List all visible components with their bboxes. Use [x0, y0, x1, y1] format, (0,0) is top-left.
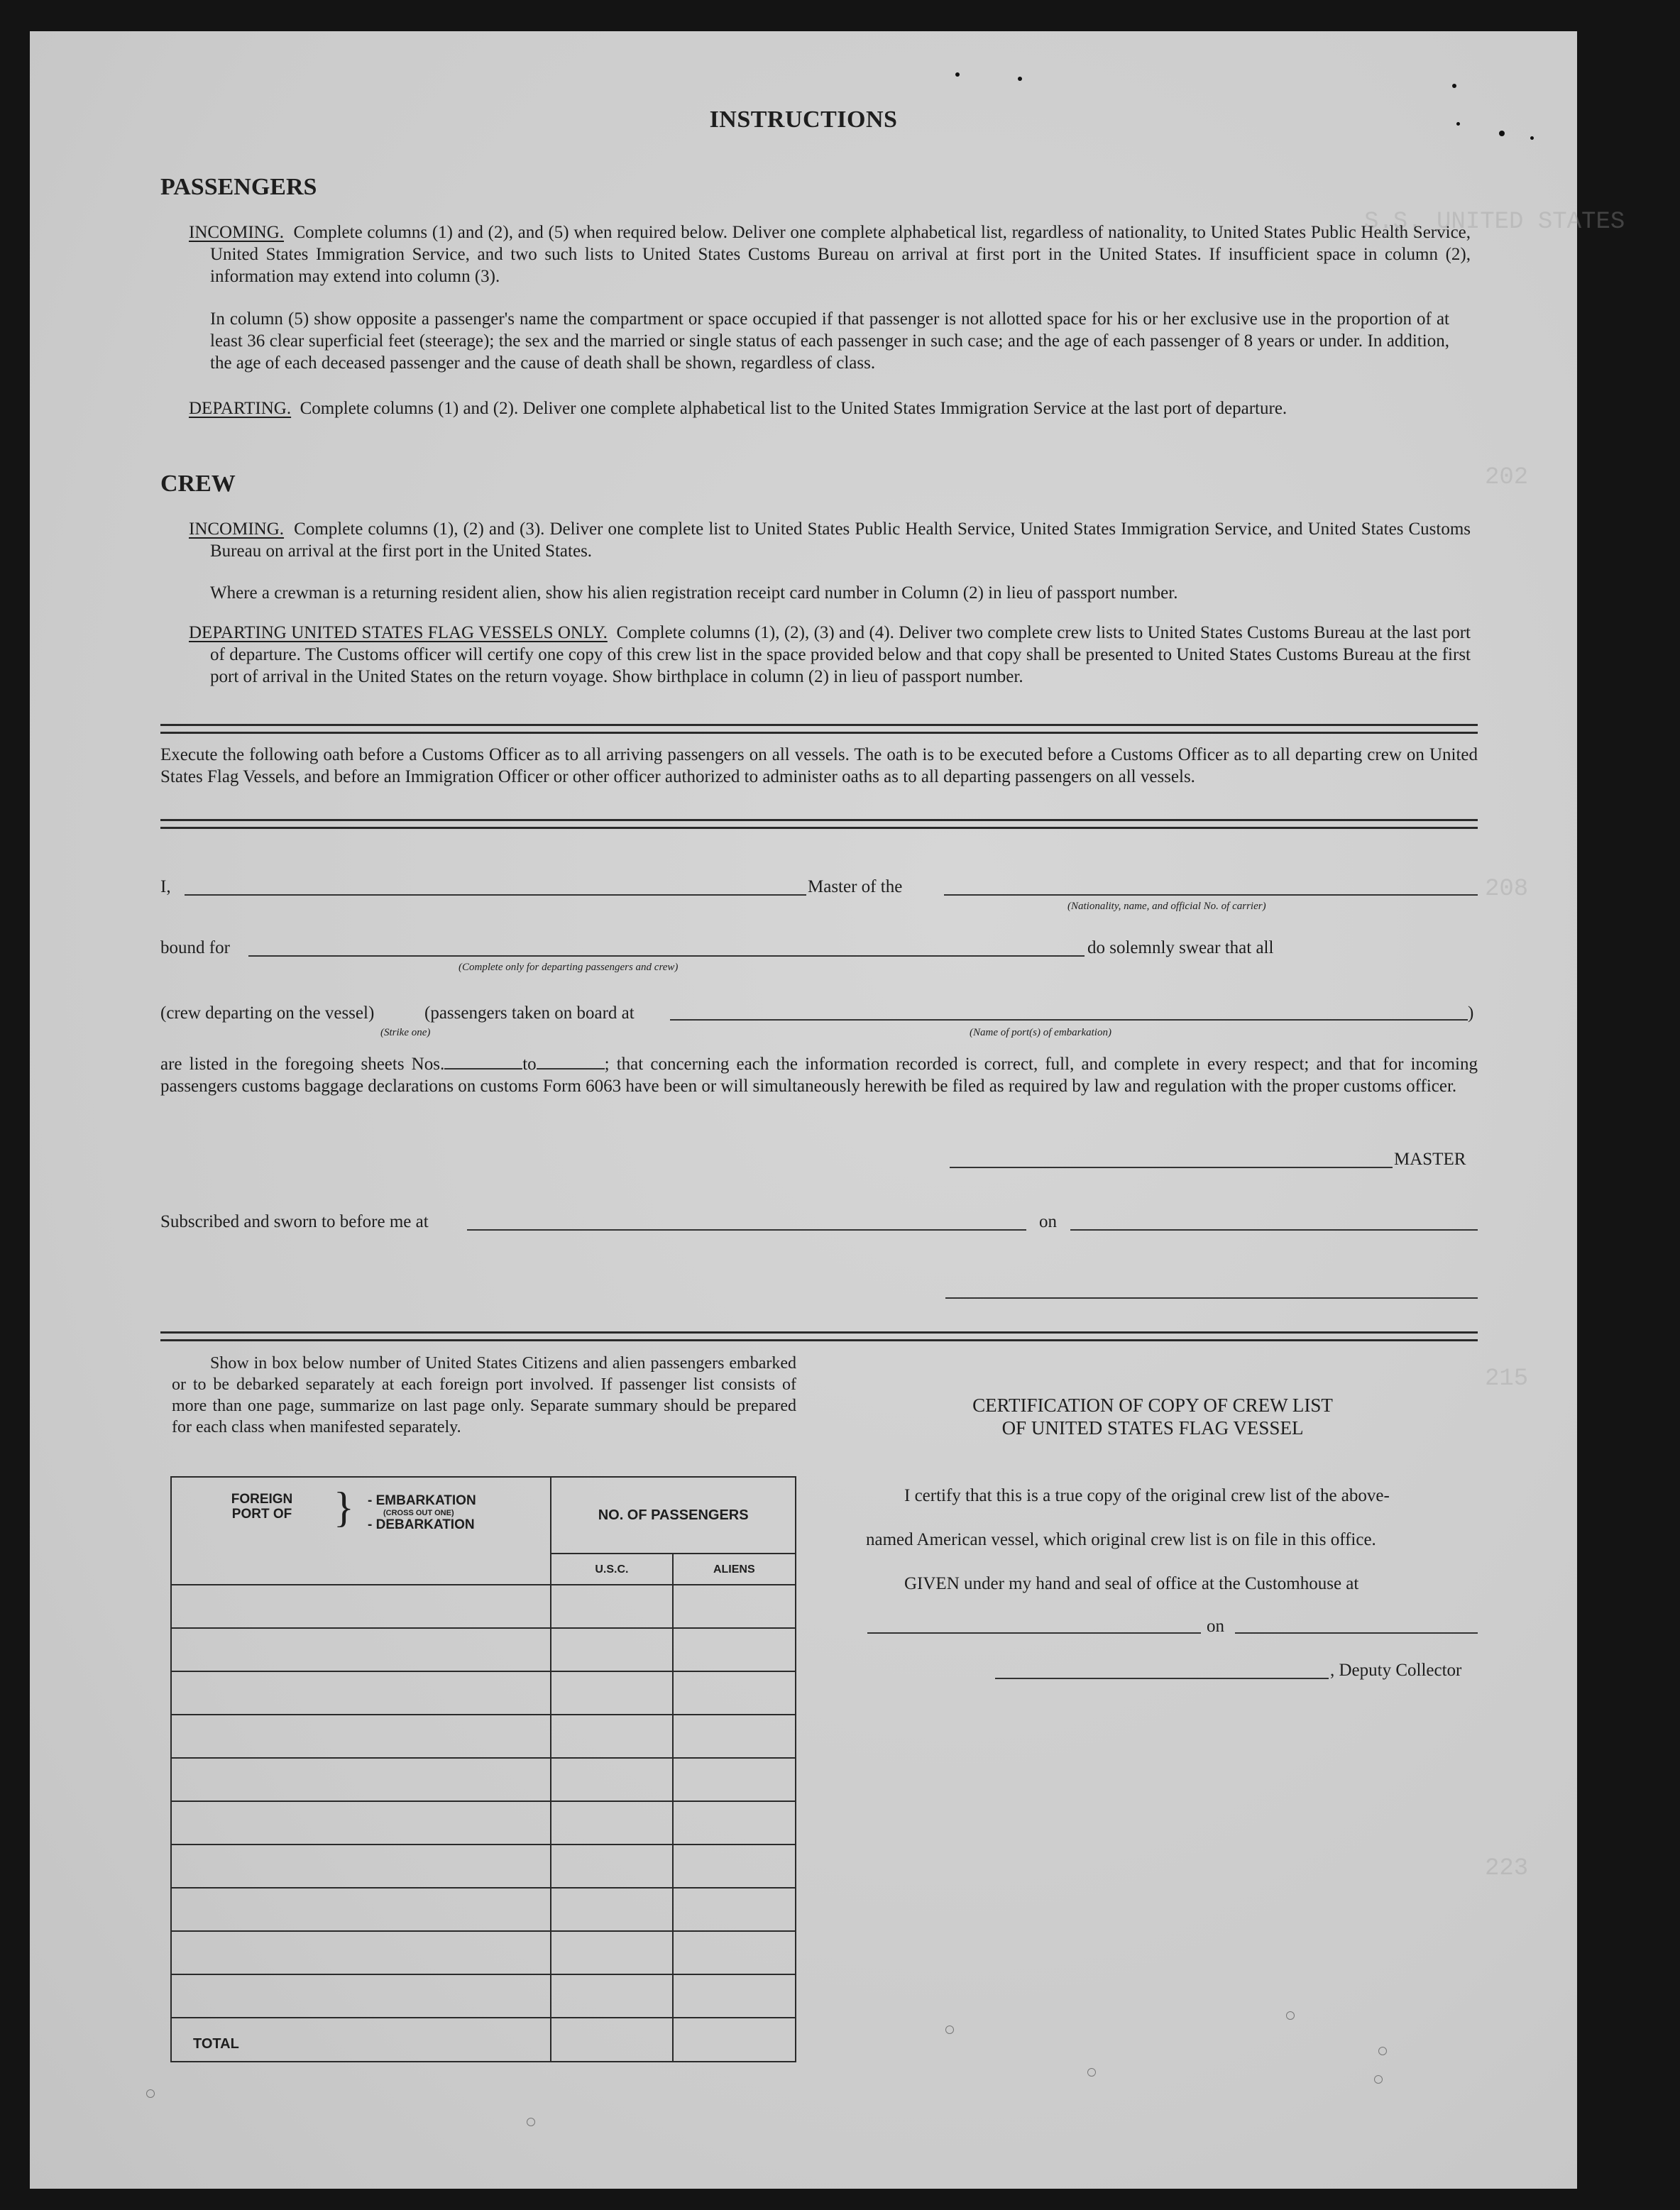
usc-cell[interactable] — [551, 1628, 672, 1671]
deputy-signature-field[interactable] — [995, 1678, 1329, 1679]
usc-cell[interactable] — [551, 1758, 672, 1801]
master-label: MASTER — [1394, 1150, 1466, 1169]
bleed-through-text: 223 — [1485, 1855, 1529, 1882]
summary-instructions: Show in box below number of United States Citizens and alien passengers embarked or to be debarked separately at each foreign port involved. If passenger list consists of more than one page, summarize on last page only. Separate summary should be prepared for each class when manifested separately. — [172, 1354, 796, 1436]
crew-resident-paragraph: Where a crewman is a returning resident alien, show his alien registration receipt card number in Column (2) in lieu of passport number. — [210, 583, 1178, 603]
embarkation-label: - EMBARKATION — [368, 1493, 476, 1508]
listed-prefix: are listed in the foregoing sheets Nos. — [160, 1055, 445, 1074]
passengers-departing-text: Complete columns (1) and (2). Deliver one complete alphabetical list to the United States Immigration Service at the last port of departure. — [300, 399, 1288, 418]
listed-paragraph — [160, 1053, 1478, 1097]
scan-speck — [1378, 2047, 1387, 2055]
oath-i-label: I, — [160, 877, 171, 896]
scan-speck — [1452, 84, 1456, 88]
aliens-cell[interactable] — [673, 1931, 796, 1974]
listed-text: ; that concerning each the information recorded is correct, full, and complete in every respect; and that for incoming passengers customs baggage declarations on customs Form 6063 have been or will simultaneously herewith be filed as required by law and regulation with the proper customs officer. — [160, 1055, 1478, 1096]
sheet-from-field[interactable] — [444, 1055, 522, 1070]
sheet-to-field[interactable] — [537, 1055, 605, 1070]
certification-heading-line2: OF UNITED STATES FLAG VESSEL — [1001, 1417, 1304, 1439]
usc-cell[interactable] — [551, 1585, 672, 1628]
passengers-incoming-paragraph — [189, 221, 1471, 287]
certification-date-field[interactable] — [1235, 1632, 1478, 1634]
certification-on-label: on — [1207, 1617, 1224, 1636]
port-cell[interactable] — [171, 1585, 551, 1628]
brace-mark: } — [334, 1484, 354, 1531]
scan-speck — [1018, 77, 1022, 81]
bleed-through-text: S.S. UNITED STATES — [1364, 209, 1625, 236]
subscribed-label: Subscribed and sworn to before me at — [160, 1212, 429, 1231]
passengers-taken-option[interactable]: (passengers taken on board at — [424, 1004, 635, 1023]
port-cell[interactable] — [171, 1671, 551, 1715]
aliens-cell[interactable] — [673, 1845, 796, 1888]
certification-heading-line1: CERTIFICATION OF COPY OF CREW LIST — [972, 1395, 1333, 1416]
master-signature-field[interactable] — [950, 1167, 1393, 1168]
deputy-collector-label: , Deputy Collector — [1330, 1661, 1462, 1680]
usc-header: U.S.C. — [551, 1554, 672, 1585]
port-cell[interactable] — [171, 1758, 551, 1801]
usc-cell[interactable] — [551, 1974, 672, 2018]
scan-speck — [945, 2025, 954, 2034]
certification-line2: named American vessel, which original crew list is on file in this office. — [866, 1530, 1376, 1549]
scan-speck — [1530, 136, 1534, 140]
bleed-through-text: 202 — [1485, 464, 1529, 491]
aliens-header: ALIENS — [673, 1554, 796, 1585]
scan-speck — [1286, 2011, 1295, 2020]
close-paren: ) — [1468, 1004, 1474, 1023]
crew-departing-text: Complete columns (1), (2), (3) and (4). Deliver two complete crew lists to United States Customs Bureau at the last port of departure. The Customs officer will certify one copy of this crew list in the space provided below and that copy shall be presented to United States Customs Bureau at the first port of arrival in the United States on the return voyage. Show birthplace in column (2) in lieu of passport number. — [210, 623, 1471, 686]
crew-incoming-text: Complete columns (1), (2) and (3). Deliver one complete list to United States Public Health Service, United States Immigration Service, and United States Customs Bureau on arrival at the first port in the United States. — [210, 519, 1471, 561]
aliens-cell[interactable] — [673, 1585, 796, 1628]
scan-speck — [1087, 2068, 1096, 2077]
certification-given: GIVEN under my hand and seal of office at the Customhouse at — [904, 1574, 1359, 1593]
certification-line1: I certify that this is a true copy of the original crew list of the above- — [904, 1486, 1390, 1505]
customhouse-field[interactable] — [867, 1632, 1201, 1634]
usc-cell[interactable] — [551, 1931, 672, 1974]
aliens-cell[interactable] — [673, 1628, 796, 1671]
sworn-date-field[interactable] — [1070, 1229, 1478, 1231]
aliens-cell[interactable] — [673, 1801, 796, 1845]
bleed-through-text: 208 — [1485, 876, 1529, 903]
no-of-passengers-header: NO. OF PASSENGERS — [551, 1477, 796, 1554]
foreign-port-label: FOREIGN PORT OF — [231, 1492, 293, 1522]
debarkation-label: - DEBARKATION — [368, 1517, 475, 1532]
scan-speck — [955, 72, 960, 77]
passengers-departing-paragraph — [189, 397, 1471, 419]
passengers-incoming-text: Complete columns (1) and (2), and (5) when required below. Deliver one complete alphabetical list, regardless of nationality, to United States Public Health Service, United States Immigration Service, and two such lists to United States Customs Bureau on arrival at first port in the United States. If insufficient space in column (2), information may extend into column (3). — [210, 223, 1471, 286]
crew-incoming-paragraph — [189, 518, 1471, 562]
sworn-location-field[interactable] — [467, 1229, 1026, 1231]
port-cell[interactable] — [171, 1888, 551, 1931]
section-divider — [160, 1331, 1478, 1341]
oath-intro: Execute the following oath before a Customs Officer as to all arriving passengers on all vessels. The oath is to be executed before a Customs Officer as to all departing crew on United States Flag Vessels, and before an Immigration Officer or other officer authorized to administer oaths as to all departing passengers on all vessels. — [160, 745, 1478, 786]
usc-cell[interactable] — [551, 1888, 672, 1931]
port-cell[interactable] — [171, 1801, 551, 1845]
form-page — [30, 31, 1625, 2189]
usc-cell[interactable] — [551, 1845, 672, 1888]
foreign-port-header — [171, 1477, 551, 1585]
aliens-cell[interactable] — [673, 1715, 796, 1758]
port-cell[interactable] — [171, 1628, 551, 1671]
aliens-total-cell[interactable] — [673, 2018, 796, 2062]
oath-name-field[interactable] — [185, 894, 806, 896]
crew-heading: CREW — [160, 471, 236, 497]
sworn-on-label: on — [1039, 1212, 1057, 1231]
crew-departing-paragraph — [189, 622, 1471, 688]
scan-speck — [1374, 2075, 1383, 2084]
bound-for-label: bound for — [160, 938, 230, 957]
master-of-the-label: Master of the — [808, 877, 903, 896]
passengers-heading: PASSENGERS — [160, 174, 317, 200]
aliens-cell[interactable] — [673, 1974, 796, 2018]
usc-cell[interactable] — [551, 1801, 672, 1845]
passengers-column5-paragraph: In column (5) show opposite a passenger's name the compartment or space occupied if that passenger is not allotted space for his or her exclusive use in the proportion of at least 36 clear superficial feet (steerage); the sex and the married or single status of each passenger in such case; and the age of each passenger of 8 years or under. In addition, the age of each deceased passenger and the cause of death shall be shown, regardless of class. — [210, 309, 1449, 373]
page-title: INSTRUCTIONS — [709, 106, 898, 133]
crew-departing-lead: DEPARTING UNITED STATES FLAG VESSELS ONLY. — [189, 623, 608, 642]
scan-speck — [527, 2118, 535, 2126]
crew-departing-option[interactable]: (crew departing on the vessel) — [160, 1004, 375, 1023]
bound-for-caption: (Complete only for departing passengers and crew) — [459, 962, 679, 973]
carrier-caption: (Nationality, name, and official No. of carrier) — [1067, 901, 1266, 912]
embarkation-ports-field[interactable] — [670, 1019, 1468, 1021]
usc-cell[interactable] — [551, 1671, 672, 1715]
solemnly-swear-text: do solemnly swear that all — [1087, 938, 1274, 957]
cross-out-one-label: (CROSS OUT ONE) — [383, 1509, 454, 1517]
certification-heading — [828, 1394, 1478, 1439]
aliens-cell[interactable] — [673, 1758, 796, 1801]
aliens-cell[interactable] — [673, 1888, 796, 1931]
strike-one-caption: (Strike one) — [380, 1027, 431, 1038]
aliens-cell[interactable] — [673, 1671, 796, 1715]
officer-signature-field[interactable] — [945, 1297, 1478, 1299]
passenger-summary-table — [170, 1476, 796, 2062]
port-cell[interactable] — [171, 1931, 551, 1974]
embarkation-ports-caption: (Name of port(s) of embarkation) — [970, 1027, 1111, 1038]
section-divider — [160, 819, 1478, 829]
sheets-to-label: to — [522, 1055, 537, 1074]
passengers-departing-lead: DEPARTING. — [189, 399, 292, 418]
bleed-through-text: 215 — [1485, 1365, 1529, 1392]
total-label: TOTAL — [171, 2018, 551, 2062]
usc-total-cell[interactable] — [551, 2018, 672, 2062]
port-cell[interactable] — [171, 1845, 551, 1888]
passengers-incoming-lead: INCOMING. — [189, 223, 285, 242]
port-cell[interactable] — [171, 1974, 551, 2018]
scan-speck — [146, 2089, 155, 2098]
port-cell[interactable] — [171, 1715, 551, 1758]
usc-cell[interactable] — [551, 1715, 672, 1758]
crew-incoming-lead: INCOMING. — [189, 519, 285, 539]
section-divider — [160, 724, 1478, 734]
